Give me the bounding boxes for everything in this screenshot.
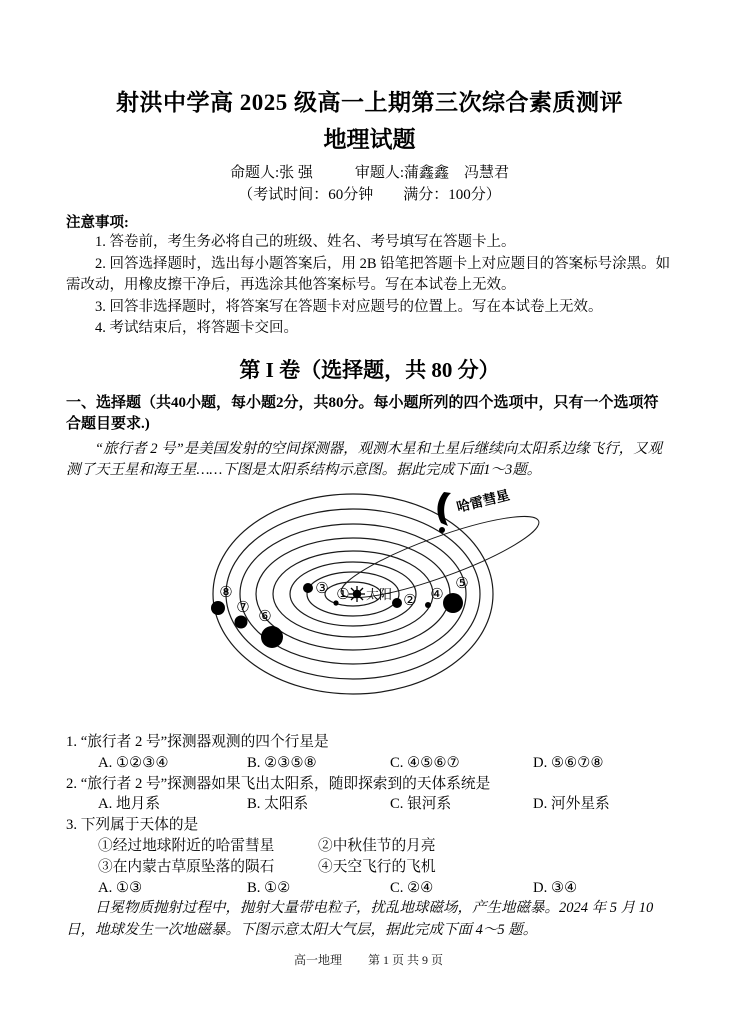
planet-label-6: ⑥: [257, 608, 272, 625]
comet-label: 哈雷彗星: [454, 487, 511, 515]
notice-item-2: 2. 回答选择题时，选出每小题答案后，用 2B 铅笔把答题卡上对应题目的答案标号涂黑。如需改动，用橡皮擦干净后，再选涂其他答案标号。写在本试卷上无效。: [66, 255, 671, 294]
section-1-instruction: 一、选择题（共40小题，每小题2分，共80分。每小题所列的四个选项中，只有一个选项符合题目要求.): [66, 394, 659, 432]
q3-option-a[interactable]: A. ①③: [98, 879, 143, 896]
question-3: [66, 815, 673, 836]
planet-dot-8: [211, 601, 225, 615]
solar-system-diagram: [185, 482, 555, 727]
q1-option-c[interactable]: C. ④⑤⑥⑦: [390, 754, 460, 771]
planet-dot-2: [392, 598, 402, 608]
question-3-subitems-row-2: [66, 857, 673, 878]
question-3-number: 3.: [66, 817, 78, 834]
q3-option-d[interactable]: D. ③④: [533, 879, 578, 896]
q1-option-b[interactable]: B. ②③⑤⑧: [247, 754, 317, 771]
page-title: 射洪中学高 2025 级高一上期第三次综合素质测评: [116, 90, 623, 115]
q3-option-b[interactable]: B. ①②: [247, 879, 291, 896]
question-2-text: “旅行者 2 号”探测器如果飞出太阳系，随即探索到的天体系统是: [80, 775, 491, 792]
passage-2: 日冕物质抛射过程中，抛射大量带电粒子，扰乱地球磁场，产生地磁暴。2024 年 5 月 10 日，地球发生一次地磁暴。下图示意太阳大气层，据此完成下面 4～5 题。: [66, 900, 654, 938]
question-1-options: [66, 753, 673, 774]
q1-option-d[interactable]: D. ⑤⑥⑦⑧: [533, 754, 604, 771]
planet-label-4: ④: [429, 586, 444, 603]
question-1-number: 1.: [66, 733, 78, 750]
sun-label: 太阳: [365, 586, 392, 602]
question-2: [66, 774, 673, 795]
planet-dot-5: [443, 593, 463, 613]
planet-label-2: ②: [402, 592, 417, 609]
q3-option-c[interactable]: C. ②④: [390, 879, 434, 896]
question-3-text: 下列属于天体的是: [80, 817, 199, 834]
planet-dot-3: [303, 583, 313, 593]
authors-line: [66, 161, 673, 182]
question-2-options: [66, 794, 673, 815]
subject-title: 地理试题: [323, 127, 416, 152]
planet-label-8: ⑧: [218, 584, 233, 601]
section-1-title: 第 I 卷（选择题，共 80 分）: [239, 357, 500, 382]
notice-item-4: 4. 考试结束后，将答题卡交回。: [95, 320, 298, 337]
q2-option-c[interactable]: C. 银河系: [390, 796, 452, 813]
q1-option-a[interactable]: A. ①②③④: [98, 754, 169, 771]
passage-1: “旅行者 2 号”是美国发射的空间探测器，观测木星和土星后继续向太阳系边缘飞行，又观测了天王星和海王星……下图是太阳系结构示意图。据此完成下面1～3题。: [66, 440, 663, 479]
footer-page-number: 第 1 页 共 9 页: [368, 953, 444, 967]
solar-system-figure: [185, 482, 555, 732]
q3-subitem-4: ④天空飞行的飞机: [318, 858, 436, 875]
q2-option-b[interactable]: B. 太阳系: [247, 796, 309, 813]
exam-info-line: （考试时间：60分钟 满分：100分）: [238, 187, 501, 203]
reviewer-name: 审题人:蒲鑫鑫 冯慧君: [354, 165, 510, 181]
planet-dot-6: [261, 626, 283, 648]
question-3-options: [66, 878, 673, 899]
planet-label-3: ③: [314, 580, 329, 597]
question-3-subitems-row-1: [66, 836, 673, 857]
setter-name: 命题人:张 强: [229, 165, 313, 181]
q3-subitem-1: ①经过地球附近的哈雷彗星: [98, 837, 275, 854]
page-footer: [0, 951, 737, 968]
q3-subitem-3: ③在内蒙古草原坠落的陨石: [98, 858, 275, 875]
question-1: [66, 732, 673, 753]
questions-block: [66, 732, 673, 898]
notice-item-3: 3. 回答非选择题时，将答案写在答题卡对应题号的位置上。写在本试卷上无效。: [95, 298, 603, 315]
q2-option-d[interactable]: D. 河外星系: [533, 796, 610, 813]
planet-label-1: ①: [335, 586, 350, 603]
sun-icon: [349, 586, 365, 602]
q2-option-a[interactable]: A. 地月系: [98, 796, 161, 813]
question-2-number: 2.: [66, 775, 78, 792]
question-1-text: “旅行者 2 号”探测器观测的四个行星是: [80, 733, 329, 750]
notice-heading: 注意事项:: [66, 215, 129, 231]
q3-subitem-2: ②中秋佳节的月亮: [318, 837, 436, 854]
footer-course: 高一地理: [293, 953, 342, 967]
comet-head-dot: [439, 527, 445, 533]
planet-dot-7: [234, 615, 247, 628]
planet-label-7: ⑦: [235, 599, 250, 616]
planet-label-5: ⑤: [454, 575, 469, 592]
notice-item-1: 1. 答卷前，考生务必将自己的班级、姓名、考号填写在答题卡上。: [95, 234, 516, 250]
